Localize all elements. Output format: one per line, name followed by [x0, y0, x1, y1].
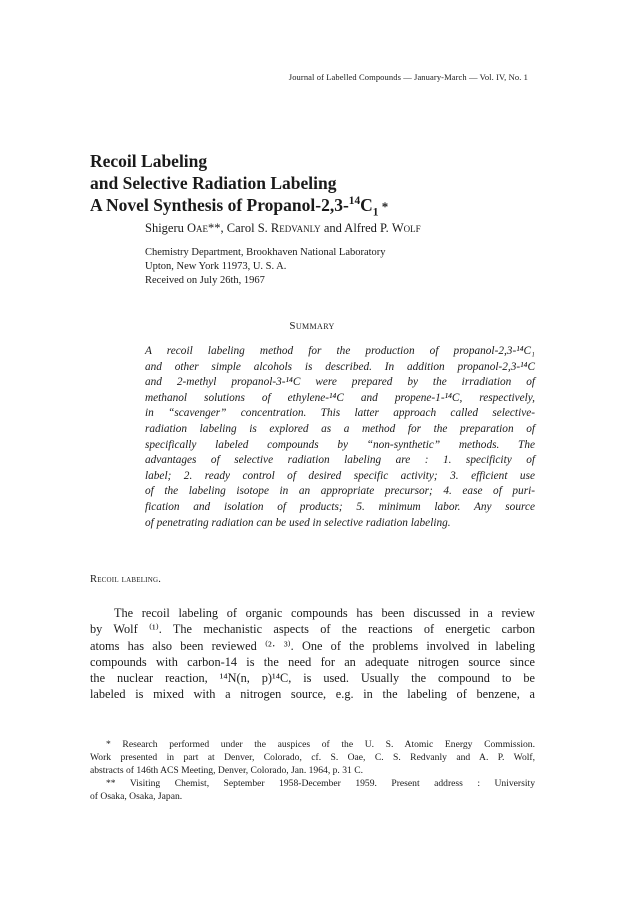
summary-line: label; 2. ready control of desired specific activity; 3. efficient use — [145, 469, 535, 482]
author-list — [145, 221, 421, 236]
summary-line: and 2-methyl propanol-3-¹⁴C were prepared by the irradiation of — [145, 376, 535, 389]
affiliation — [145, 246, 386, 288]
title-isotope-mass: 14 — [348, 195, 361, 208]
summary-line: in “scavenger” concentration. This latter approach called selective- — [145, 407, 535, 420]
summary-heading: Summary — [289, 320, 335, 332]
title-carbon: C — [360, 195, 373, 215]
article-title — [90, 150, 388, 218]
author-3-last: Wolf — [391, 221, 421, 235]
body-line: the nuclear reaction, ¹⁴N(n, p)¹⁴C, is used. Usually the compound to be — [90, 671, 535, 686]
author-1-mark: ** — [208, 221, 221, 235]
author-2-last: Redvanly — [270, 221, 321, 235]
title-footnote-mark: * — [378, 199, 389, 214]
footnote-line: Work presented in part at Denver, Colorado, cf. S. Oae, C. S. Redvanly and A. P. Wolf, — [90, 752, 535, 763]
author-separator-2: and Alfred P. — [320, 221, 392, 235]
body-line: The recoil labeling of organic compounds has been discussed in a review — [114, 606, 535, 620]
summary-line: methanol solutions of ethylene-¹⁴C and propene-1-¹⁴C, respectively, — [145, 391, 535, 404]
footnote-line: ** Visiting Chemist, September 1958-December 1959. Present address : University — [106, 778, 535, 789]
footnote-line: of Osaka, Osaka, Japan. — [90, 791, 183, 802]
summary-line: specifically labeled compounds by “non-synthetic” methods. The — [145, 438, 535, 451]
body-line: labeled is mixed with a nitrogen source, e.g. in the labeling of benzene, a — [90, 687, 535, 702]
summary-line: of the labeling isotope in an appropriate precursor; 4. ease of puri- — [145, 485, 535, 498]
title-line-2: and Selective Radiation Labeling — [90, 173, 337, 193]
title-line-3 — [90, 194, 388, 218]
affiliation-line-1: Chemistry Department, Brookhaven National Laboratory — [145, 247, 386, 258]
body-line: atoms has also been reviewed ⁽²· ³⁾. One of the problems involved in labeling — [90, 638, 535, 653]
summary-line: fication and isolation of products; 5. minimum labor. Any source — [145, 500, 535, 513]
footnote-line: abstracts of 146th ACS Meeting, Denver, Colorado, Jan. 1964, p. 31 C. — [90, 765, 364, 776]
title-subscript: 1 — [372, 206, 379, 219]
section-heading: Recoil labeling. — [90, 574, 162, 585]
body-text — [90, 605, 535, 703]
summary-line: advantages of selective radiation labeling are : 1. specificity of — [145, 454, 535, 467]
title-line-3-text: A Novel Synthesis of Propanol-2,3- — [90, 195, 349, 215]
affiliation-line-2: Upton, New York 11973, U. S. A. — [145, 261, 287, 272]
summary-line: of penetrating radiation can be used in selective radiation labeling. — [145, 516, 451, 529]
journal-header: Journal of Labelled Compounds — January-March — Vol. IV, No. 1 — [288, 72, 528, 82]
author-1-last: Oae — [187, 221, 209, 235]
author-1-first: Shigeru — [145, 221, 188, 235]
received-date: Received on July 26th, 1967 — [145, 275, 265, 286]
summary-line: and other simple alcohols is described. In addition propanol-2,3-¹⁴C — [145, 360, 535, 373]
title-line-1: Recoil Labeling — [90, 151, 208, 171]
author-separator-1: , Carol S. — [220, 221, 271, 235]
summary-line: A recoil labeling method for the production of propanol-2,3-¹⁴C₁ — [145, 345, 535, 357]
body-line: by Wolf ⁽¹⁾. The mechanistic aspects of the reactions of energetic carbon — [90, 622, 535, 637]
summary-text — [145, 344, 535, 531]
body-line: compounds with carbon-14 is the need for an adequate nitrogen source since — [90, 654, 535, 669]
footnote-line: * Research performed under the auspices of the U. S. Atomic Energy Commission. — [106, 739, 535, 750]
summary-line: radiation labeling is explored as a method for the preparation of — [145, 422, 535, 435]
footnotes — [90, 738, 535, 803]
